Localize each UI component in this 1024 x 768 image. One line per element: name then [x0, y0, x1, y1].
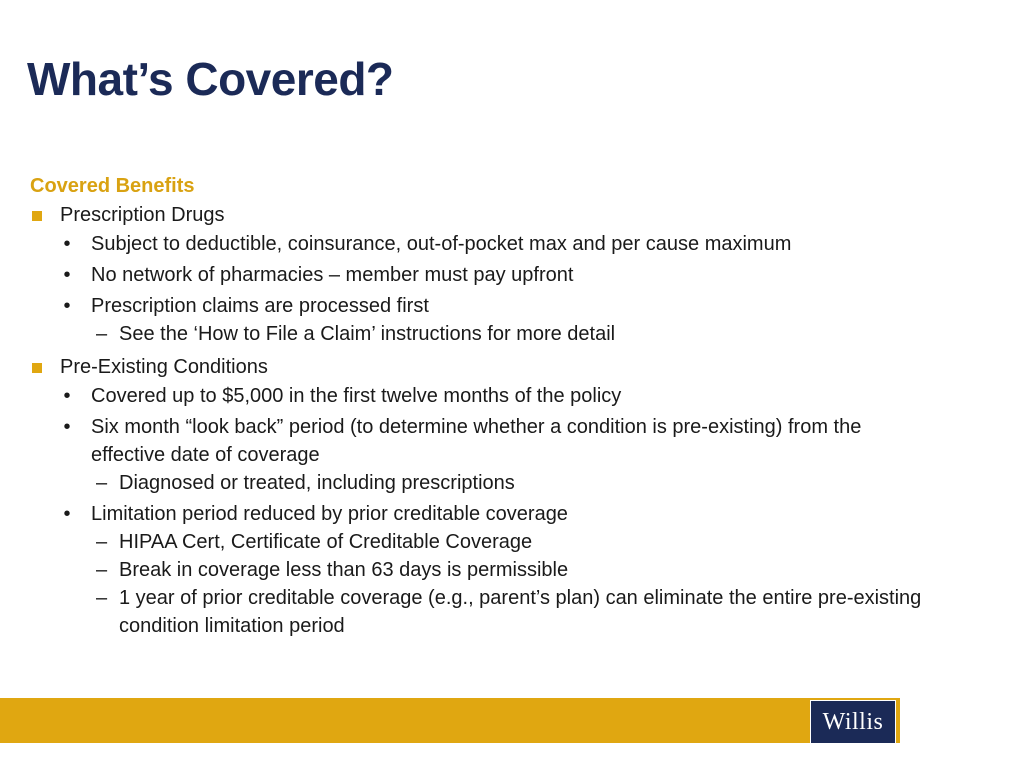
sub-bullet: [30, 292, 930, 320]
footer-bar: [0, 698, 900, 743]
sub-bullet: [30, 500, 930, 528]
willis-logo: [810, 700, 896, 744]
dot-bullet-icon: •: [63, 295, 71, 317]
sub-bullet-text: Prescription claims are processed first: [91, 295, 429, 317]
logo-text: Willis: [822, 708, 884, 735]
sub-sub-bullet-text: Break in coverage less than 63 days is permissible: [119, 559, 569, 581]
bullet-item-pre-existing-conditions: [30, 353, 930, 382]
sub-bullet: [30, 230, 930, 258]
dot-bullet-icon: •: [63, 385, 71, 407]
sub-bullet: [30, 261, 930, 289]
slide-content: [30, 172, 930, 640]
sub-sub-bullet-text: Diagnosed or treated, including prescriptions: [119, 472, 515, 494]
sub-sub-bullet: [30, 584, 930, 640]
dot-bullet-icon: •: [63, 264, 71, 286]
slide-title: What’s Covered?: [27, 53, 394, 105]
sub-sub-bullet-text: HIPAA Cert, Certificate of Creditable Coverage: [119, 531, 533, 553]
sub-sub-bullet: [30, 469, 930, 497]
sub-bullet-text: No network of pharmacies – member must pay upfront: [91, 264, 574, 286]
bullet-label: Prescription Drugs: [60, 204, 225, 226]
bullet-item-prescription-drugs: [30, 201, 930, 230]
sub-bullet-text: Six month “look back” period (to determine whether a condition is pre-existing) from the effective date of coverage: [91, 416, 862, 466]
dash-bullet-icon: –: [96, 323, 108, 345]
sub-bullet-text: Subject to deductible, coinsurance, out-of-pocket max and per cause maximum: [91, 233, 792, 255]
sub-bullet: [30, 382, 930, 410]
square-bullet-icon: [32, 211, 42, 221]
sub-sub-bullet: [30, 528, 930, 556]
dash-bullet-icon: –: [96, 559, 108, 581]
dash-bullet-icon: –: [96, 531, 108, 553]
section-heading: Covered Benefits: [30, 175, 195, 197]
dash-bullet-icon: –: [96, 587, 108, 609]
bullet-label: Pre-Existing Conditions: [60, 356, 268, 378]
sub-sub-bullet: [30, 556, 930, 584]
sub-bullet-text: Covered up to $5,000 in the first twelve months of the policy: [91, 385, 622, 407]
sub-sub-bullet-text: See the ‘How to File a Claim’ instructions for more detail: [119, 323, 616, 345]
dash-bullet-icon: –: [96, 472, 108, 494]
dot-bullet-icon: •: [63, 233, 71, 255]
sub-bullet-text: Limitation period reduced by prior creditable coverage: [91, 503, 568, 525]
square-bullet-icon: [32, 363, 42, 373]
sub-sub-bullet: [30, 320, 930, 348]
dot-bullet-icon: •: [63, 416, 71, 438]
sub-sub-bullet-text: 1 year of prior creditable coverage (e.g., parent’s plan) can eliminate the entire pre-existing condition limitation period: [119, 587, 922, 637]
dot-bullet-icon: •: [63, 503, 71, 525]
sub-bullet: [30, 413, 930, 469]
